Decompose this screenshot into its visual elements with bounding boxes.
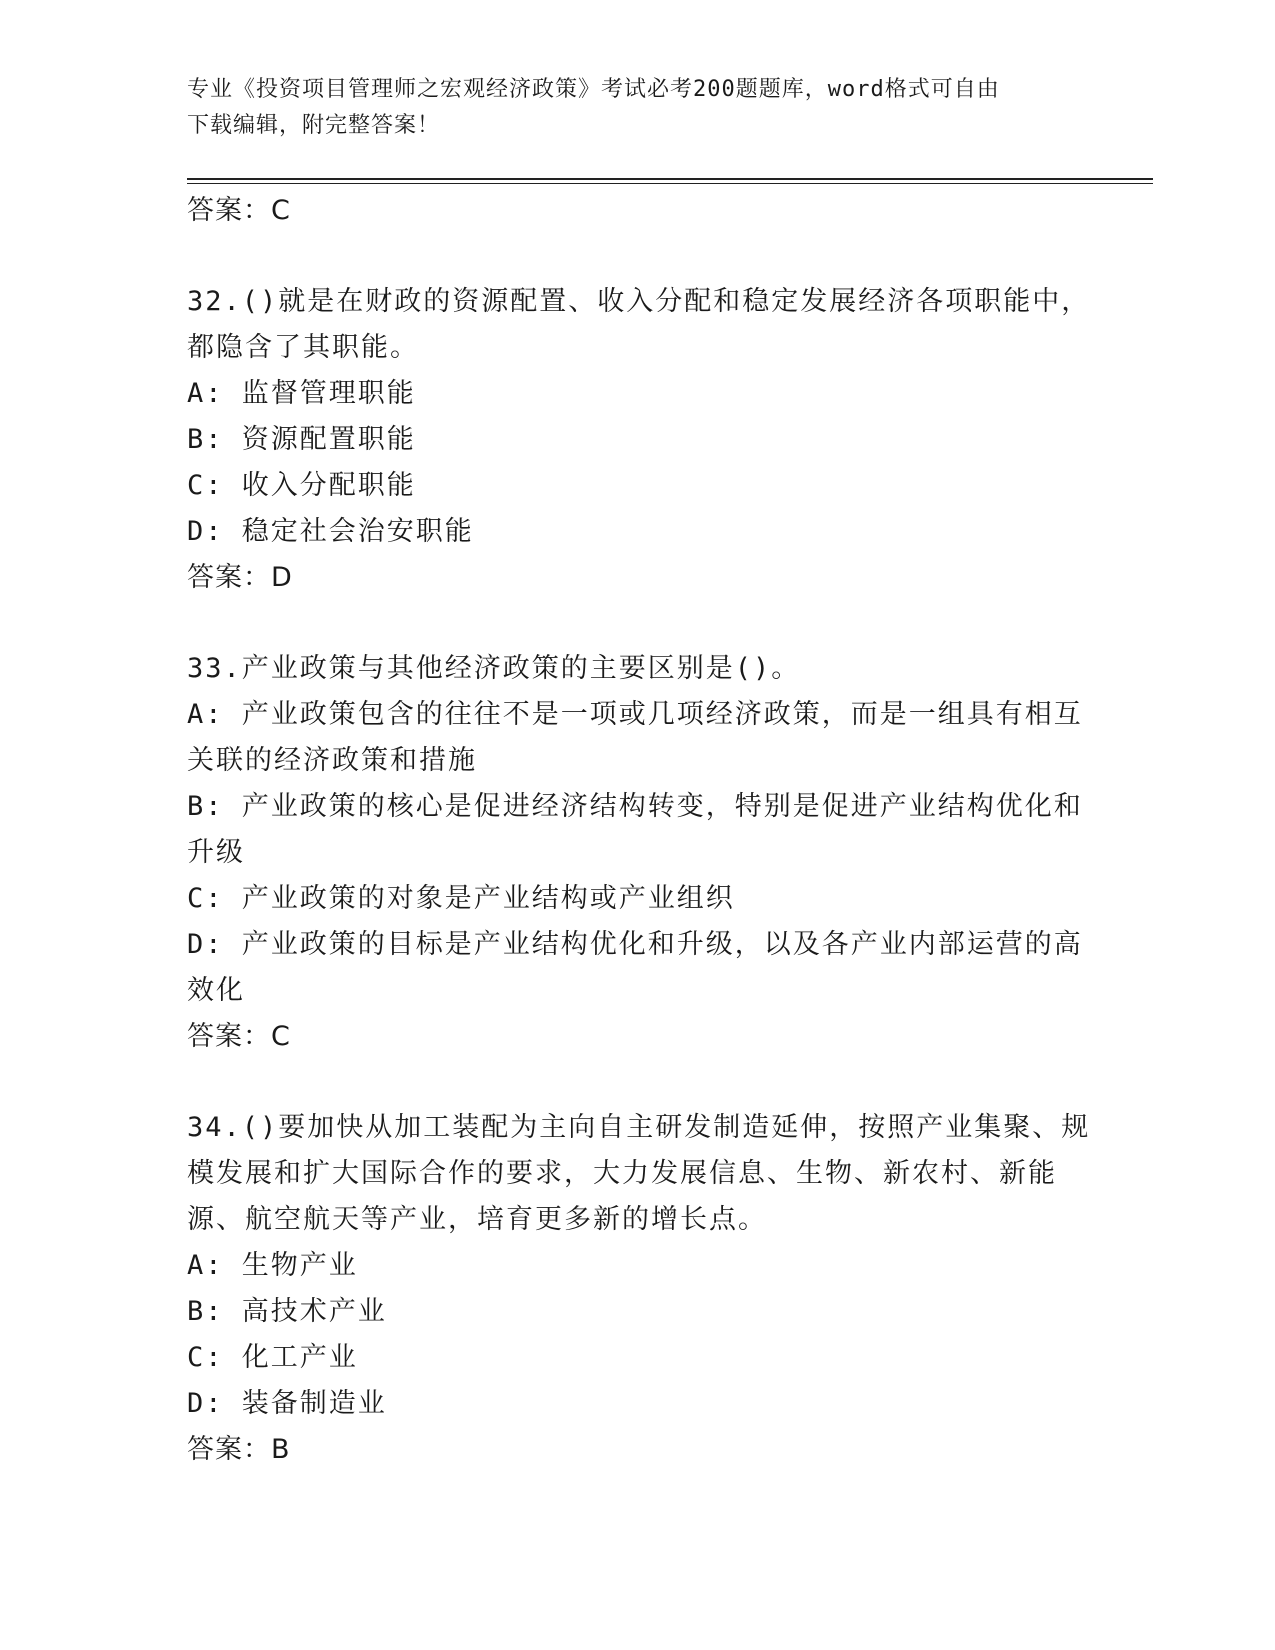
- answer-line: 答案：B: [187, 1434, 291, 1465]
- answer-line: 答案：D: [187, 562, 293, 593]
- answer-line: 答案：C: [187, 1021, 291, 1052]
- question-33: [187, 646, 1087, 1060]
- question-stem: 都隐含了其职能。: [187, 332, 419, 363]
- question-stem: 源、航空航天等产业，培育更多新的增长点。: [187, 1204, 767, 1235]
- question-stem: 33.产业政策与其他经济政策的主要区别是()。: [187, 653, 801, 684]
- option-b: B: 高技术产业: [187, 1296, 387, 1327]
- option-c: C: 收入分配职能: [187, 470, 416, 501]
- option-b: B: 资源配置职能: [187, 424, 416, 455]
- option-d: D: 装备制造业: [187, 1388, 387, 1419]
- header-line: 下载编辑，附完整答案！: [187, 113, 441, 138]
- answer-line: 答案：C: [187, 195, 291, 226]
- document-header: [187, 72, 1067, 144]
- option-d: D: 稳定社会治安职能: [187, 516, 474, 547]
- option-d-cont: 效化: [187, 975, 245, 1006]
- header-line: 专业《投资项目管理师之宏观经济政策》考试必考200题题库，word格式可自由: [187, 77, 1000, 102]
- option-d: D: 产业政策的目标是产业结构优化和升级，以及各产业内部运营的高: [187, 929, 1083, 960]
- option-c: C: 化工产业: [187, 1342, 358, 1373]
- question-34: [187, 1105, 1091, 1473]
- option-c: C: 产业政策的对象是产业结构或产业组织: [187, 883, 735, 914]
- option-a-cont: 关联的经济政策和措施: [187, 745, 477, 776]
- option-a: A: 生物产业: [187, 1250, 358, 1281]
- header-divider-thin: [187, 183, 1153, 184]
- option-a: A: 产业政策包含的往往不是一项或几项经济政策，而是一组具有相互: [187, 699, 1083, 730]
- option-b: B: 产业政策的核心是促进经济结构转变，特别是促进产业结构优化和: [187, 791, 1083, 822]
- question-stem: 模发展和扩大国际合作的要求，大力发展信息、生物、新农村、新能: [187, 1158, 1057, 1189]
- option-a: A: 监督管理职能: [187, 378, 416, 409]
- option-b-cont: 升级: [187, 837, 245, 868]
- question-list: [187, 188, 1091, 1473]
- header-divider: [187, 178, 1153, 180]
- question-stem: 32.()就是在财政的资源配置、收入分配和稳定发展经济各项职能中，: [187, 286, 1091, 317]
- question-stem: 34.()要加快从加工装配为主向自主研发制造延伸，按照产业集聚、规: [187, 1112, 1091, 1143]
- question-32: [187, 279, 1091, 601]
